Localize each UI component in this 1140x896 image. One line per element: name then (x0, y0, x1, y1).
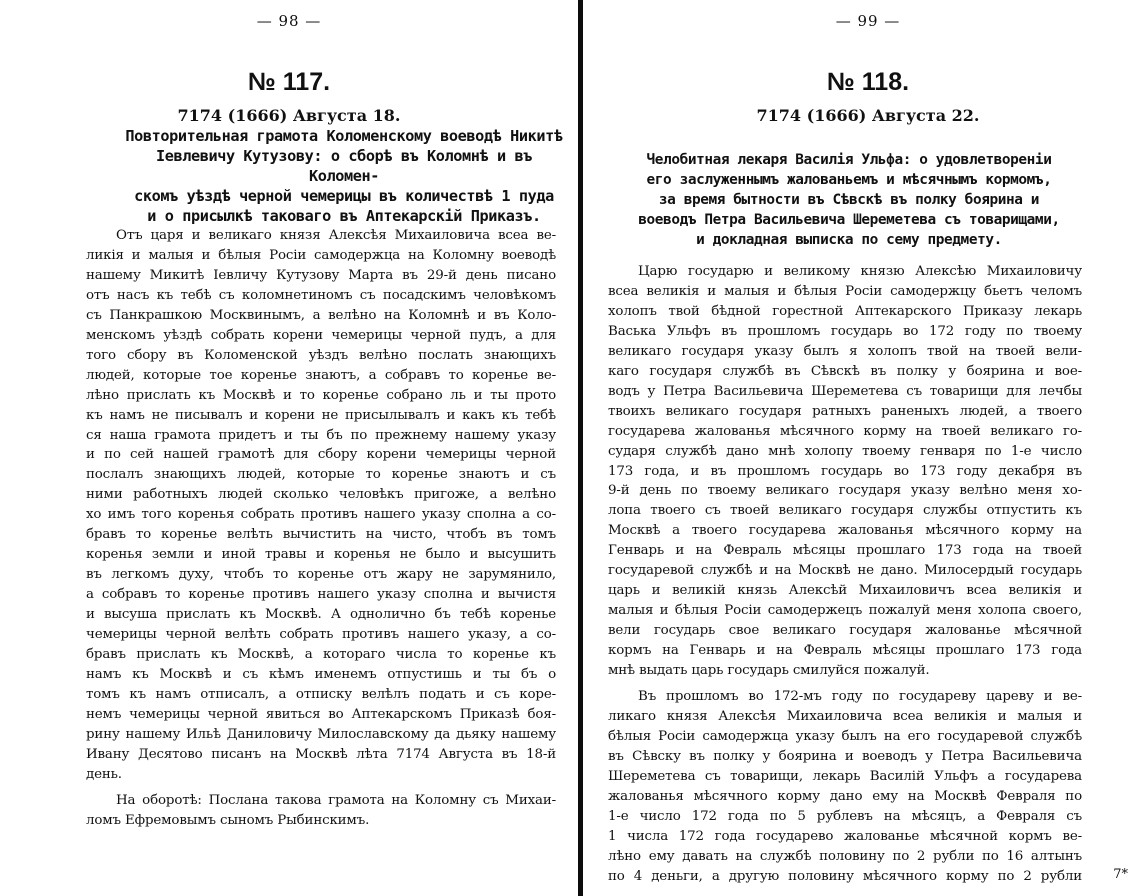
body-line: всеа великія и малыя и бѣлыя Росіи самодержцу бьетъ челомъ (608, 283, 1082, 299)
document-number: № 118. (826, 68, 910, 96)
page-number: — 98 — (256, 12, 322, 30)
body-line: нашему Микитѣ Іевличу Кутузову Марта въ 29-й день писано (86, 267, 556, 283)
document-heading (118, 126, 570, 226)
heading-line: и о присылкѣ таковаго въ Аптекарскій Приказъ. (147, 207, 541, 225)
body-line: ся наша грамота придетъ и ты бъ по прежнему нашему указу (86, 427, 556, 443)
body-line: сударя службѣ дано мнѣ холопу твоему генваря по 1-е число (608, 443, 1082, 459)
body-line: Васька Ульфъ въ прошломъ государь во 172 году по твоему (608, 323, 1082, 339)
body-line: 173 года, и въ прошломъ государь во 173 году декабря въ (608, 463, 1082, 479)
body-line: 9-й день по твоему великаго государя указу велѣно меня хо- (608, 483, 1082, 499)
body-line: къ намъ не писывалъ и корени не присылывалъ и какъ къ тебѣ (86, 407, 556, 423)
body-line: вели государь свое великаго государя жалованье мѣсячной (608, 623, 1082, 639)
body-line: каго государя службѣ въ Сѣвскѣ въ полку у боярина и вое- (608, 363, 1082, 379)
document-date: 7174 (1666) Августа 18. (177, 106, 401, 125)
heading-line: за время бытности въ Сѣвскѣ въ полку боярина и (658, 192, 1040, 208)
body-line: царь и великій князь Алексѣй Михаиловичъ всеа великія и (608, 583, 1082, 599)
body-line: кормъ на Генварь и на Февраль мѣсяцы прошлаго 173 года (608, 643, 1082, 659)
body-line: послалъ знающихъ людей, которые то коренье знаютъ и съ (86, 467, 556, 483)
body-line: рину нашему Ильѣ Даниловичу Милославскому да дьяку нашему (86, 726, 556, 742)
body-line: лѣно прислать къ Москвѣ и то коренье собрано ль и ты прото (86, 387, 556, 403)
body-line: отъ насъ къ тебѣ съ коломнетиномъ съ посадскимъ человѣкомъ (86, 287, 556, 303)
body-line: Ивану Десятово писанъ на Москвѣ лѣта 7174 Августа въ 18-й (86, 746, 556, 762)
body-line: мнѣ выдать царь государь смилуйся пожалуй. (608, 663, 930, 679)
book-spine (578, 0, 583, 896)
body-line: Москвѣ а твоего государева жалованья мѣсячного корму на (608, 523, 1082, 539)
body-line: великаго государя указу былъ я холопъ твой на твоей вели- (608, 343, 1082, 359)
body-line: день. (86, 766, 122, 782)
heading-line: Іевлевичу Кутузову: о сборѣ въ Коломнѣ и въ Коломен- (156, 147, 532, 185)
note-line: ломъ Ефремовымъ сыномъ Рыбинскимъ. (86, 812, 370, 828)
body-line: а собравъ то коренье противъ нашего указу сполна и вычистя (86, 587, 556, 603)
body-line: водъ у Петра Васильевича Шереметева съ товарищи для лечбы (608, 383, 1082, 399)
body-line: бѣлыя Росіи самодержца указу былъ на его государевой службѣ (608, 728, 1082, 744)
body-line: коренья земли и иной травы и коренья не было и высушить (86, 547, 556, 563)
body-line: лопа твоего съ твоей великаго государя службы отпустить къ (608, 503, 1082, 519)
body-line: томъ къ намъ отписалъ, а отписку велѣлъ подать и съ коре- (86, 686, 556, 702)
body-line: жалованья мѣсячного корму дано ему на Москвѣ Февраля по (608, 788, 1082, 804)
heading-line: его заслуженнымъ жалованьемъ и мѣсячнымъ кормомъ, (646, 172, 1052, 188)
body-line: ликія и малыя и бѣлыя Росіи самодержца на Коломну воеводѣ (86, 247, 556, 263)
body-line: государева жалованья мѣсячного корму на твоей великаго го- (608, 423, 1082, 439)
body-line: по 4 деньги, а другую половину мѣсячного корму по 2 рубли (608, 868, 1082, 884)
body-line: Шереметева съ товарищи, лекарь Василій Ульфъ а государева (608, 768, 1082, 784)
body-line: 1-е число 172 года по 5 рублевъ на мѣсяцъ, а Февраля съ (608, 808, 1082, 824)
body-line: Генварь и на Февраль мѣсяцы прошлаго 173 года на твоей (608, 543, 1082, 559)
heading-line: скомъ уѣздѣ черной чемерицы въ количествѣ 1 пуда (134, 187, 554, 205)
extract-paragraph (608, 687, 1082, 887)
note-line: На оборотѣ: Послана такова грамота на Коломну съ Михаи- (116, 792, 556, 808)
body-line: твоихъ великаго государя ратныхъ раненыхъ людей, а твоего (608, 403, 1082, 419)
body-line: людей, которые тое коренье знаютъ, а собравъ то коренье ве- (86, 367, 556, 383)
body-line: 1 числа 172 года государево жалованье мѣсячной кормъ ве- (608, 828, 1082, 844)
body-line: чемерицы черной велѣть собрать противъ нашего указу, а со- (86, 627, 556, 643)
document-body (608, 262, 1082, 887)
reverse-side-note (86, 791, 556, 831)
body-line: ликаго князя Алексѣя Михаиловича всеа великія и малыя и (608, 708, 1082, 724)
body-line: Отъ царя и великаго князя Алексѣя Михаиловича всеа ве- (116, 228, 556, 243)
body-line: государевой службѣ и на Москвѣ не дано. Милосердый государь (608, 563, 1082, 579)
heading-line: и докладная выписка по сему предмету. (696, 232, 1002, 248)
body-line: въ Сѣвску въ полку у боярина и воеводъ у Петра Васильевича (608, 748, 1082, 764)
body-line: и высуша прислать къ Москвѣ. А однолично бъ тебѣ коренье (86, 607, 556, 623)
document-date: 7174 (1666) Августа 22. (756, 106, 980, 125)
body-line: Царю государю и великому князю Алексѣю Михаиловичу (638, 264, 1082, 279)
page-number: — 99 — (835, 12, 901, 30)
body-line: въ легкомъ духу, чтобъ то коренье отъ жару не зарумянило, (86, 567, 556, 583)
body-line: бравъ то коренье велѣть вычистить на чисто, чтобъ въ томъ (86, 527, 556, 543)
body-line: того сбору въ Коломенской уѣздъ велѣно послать знающихъ (86, 347, 556, 363)
document-number: № 117. (247, 68, 331, 96)
document-body (86, 226, 556, 831)
document-heading (604, 150, 1094, 250)
body-line: хо имъ того коренья собрать противъ нашего указу сполна а со- (86, 507, 556, 523)
heading-line: Повторительная грамота Коломенскому воеводѣ Никитѣ (125, 127, 563, 145)
heading-line: воеводъ Петра Васильевича Шереметева съ товарищами, (638, 212, 1060, 228)
body-line: ними работныхъ людей сколько человѣкъ пригоже, а велѣно (86, 487, 556, 503)
body-line: бравъ прислать къ Москвѣ, а котораго числа то коренье къ (86, 647, 556, 663)
body-line: лѣно ему давать на службѣ половину по 2 рубли по 16 алтынъ (608, 848, 1082, 864)
heading-line: Челобитная лекаря Василія Ульфа: о удовлетвореніи (646, 152, 1052, 168)
body-line: холопъ твой бѣдной горестной Аптекарского Приказу лекарь (608, 303, 1082, 319)
body-line: и по сей нашей грамотѣ для сбору корени чемерицы черной (86, 447, 556, 463)
body-line: менскомъ уѣздѣ собрать корени чемерицы черной пудъ, а для (86, 327, 556, 343)
body-line: съ Панкрашкою Москвинымъ, а велѣно на Коломнѣ и въ Коло- (86, 307, 556, 323)
body-line: Въ прошломъ во 172-мъ году по государеву цареву и ве- (638, 689, 1082, 705)
right-page (596, 0, 1140, 896)
body-line: намъ къ Москвѣ и съ кѣмъ именемъ отпустишь и ты бъ о (86, 666, 556, 682)
body-line: немъ чемерицы черной явиться во Аптекарскомъ Приказѣ боя- (86, 706, 556, 722)
signature-mark: 7* (1113, 867, 1128, 882)
body-line: малыя и бѣлыя Росіи самодержецъ пожалуй меня холопа своего, (608, 603, 1082, 619)
